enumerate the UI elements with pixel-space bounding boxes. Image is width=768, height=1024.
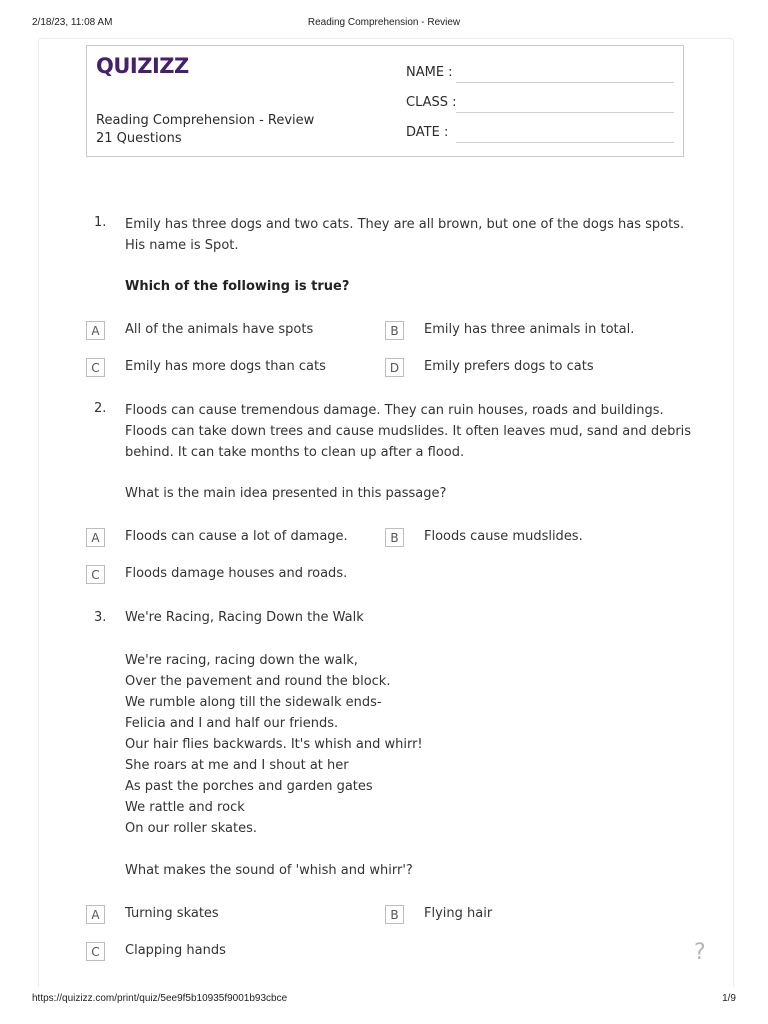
option-letter-box: B <box>385 321 404 340</box>
option-text: Floods can cause a lot of damage. <box>125 529 348 544</box>
question-1-option-b <box>385 321 665 341</box>
poem-line: As past the porches and garden gates <box>125 779 373 794</box>
option-text: Emily prefers dogs to cats <box>424 359 594 374</box>
option-text: Emily has three animals in total. <box>424 322 635 337</box>
option-text: Emily has more dogs than cats <box>125 359 326 374</box>
class-label: CLASS : <box>406 95 457 110</box>
question-1-text: Emily has three dogs and two cats. They are all brown, but one of the dogs has spots. His name is Spot. <box>125 217 685 253</box>
question-3-option-c <box>86 942 346 962</box>
print-url: https://quizizz.com/print/quiz/5ee9f5b10935f9001b93cbce <box>32 993 288 1004</box>
option-text: All of the animals have spots <box>125 322 314 337</box>
option-letter-box: C <box>86 358 105 377</box>
option-text: Clapping hands <box>125 943 226 958</box>
page-frame <box>38 38 734 987</box>
question-1-option-c <box>86 358 346 378</box>
question-2-option-a <box>86 528 346 548</box>
question-2-number: 2. <box>94 401 107 416</box>
print-footer <box>32 993 736 1007</box>
name-label: NAME : <box>406 65 453 80</box>
option-text: Floods damage houses and roads. <box>125 566 348 581</box>
question-2-option-c <box>86 565 386 585</box>
quiz-title: Reading Comprehension - Review <box>96 113 315 128</box>
option-letter-box: B <box>385 905 404 924</box>
option-letter-box: A <box>86 528 105 547</box>
class-line <box>456 112 674 113</box>
print-datetime: 2/18/23, 11:08 AM <box>32 17 113 28</box>
date-line <box>456 142 674 143</box>
poem-line: Felicia and I and half our friends. <box>125 716 339 731</box>
question-count: 21 Questions <box>96 131 182 146</box>
poem-line: We rattle and rock <box>125 800 245 815</box>
option-letter-box: A <box>86 905 105 924</box>
question-3-text: We're Racing, Racing Down the Walk <box>125 610 364 625</box>
option-letter-box: C <box>86 565 105 584</box>
option-text: Floods cause mudslides. <box>424 529 583 544</box>
poem-line: Our hair flies backwards. It's whish and whirr! <box>125 737 423 752</box>
quizizz-logo: QUIZIZZ <box>96 54 189 78</box>
question-3-prompt: What makes the sound of 'whish and whirr'? <box>125 863 413 878</box>
option-letter-box: D <box>385 358 404 377</box>
name-field <box>406 63 674 83</box>
poem-line: Over the pavement and round the block. <box>125 674 391 689</box>
class-field <box>406 93 674 113</box>
option-letter-box: A <box>86 321 105 340</box>
quiz-info-box <box>86 45 684 157</box>
question-1-option-a <box>86 321 346 341</box>
poem-line: On our roller skates. <box>125 821 258 836</box>
poem-line: She roars at me and I shout at her <box>125 758 349 773</box>
page-number: 1/9 <box>722 993 736 1004</box>
poem-line: We rumble along till the sidewalk ends- <box>125 695 382 710</box>
poem-line: We're racing, racing down the walk, <box>125 653 358 668</box>
option-letter-box: B <box>385 528 404 547</box>
question-1-prompt: Which of the following is true? <box>125 279 350 294</box>
question-3-number: 3. <box>94 610 107 625</box>
option-text: Turning skates <box>125 906 219 921</box>
name-line <box>456 82 674 83</box>
help-question-icon[interactable]: ? <box>694 940 706 965</box>
question-2-option-b <box>385 528 665 548</box>
question-3-option-a <box>86 905 346 925</box>
print-header <box>32 17 736 31</box>
print-title: Reading Comprehension - Review <box>307 17 461 28</box>
question-3-option-b <box>385 905 665 925</box>
question-2-text: Floods can cause tremendous damage. They can ruin houses, roads and buildings. Floods can take down trees and cause mudslides. It often leaves mud, sand and debris behind. It can take months to clean up after a flood. <box>125 403 692 460</box>
question-1-option-d <box>385 358 665 378</box>
date-label: DATE : <box>406 125 449 140</box>
question-2-prompt: What is the main idea presented in this passage? <box>125 486 447 501</box>
question-1-number: 1. <box>94 215 107 230</box>
option-text: Flying hair <box>424 906 493 921</box>
option-letter-box: C <box>86 942 105 961</box>
date-field <box>406 123 674 143</box>
